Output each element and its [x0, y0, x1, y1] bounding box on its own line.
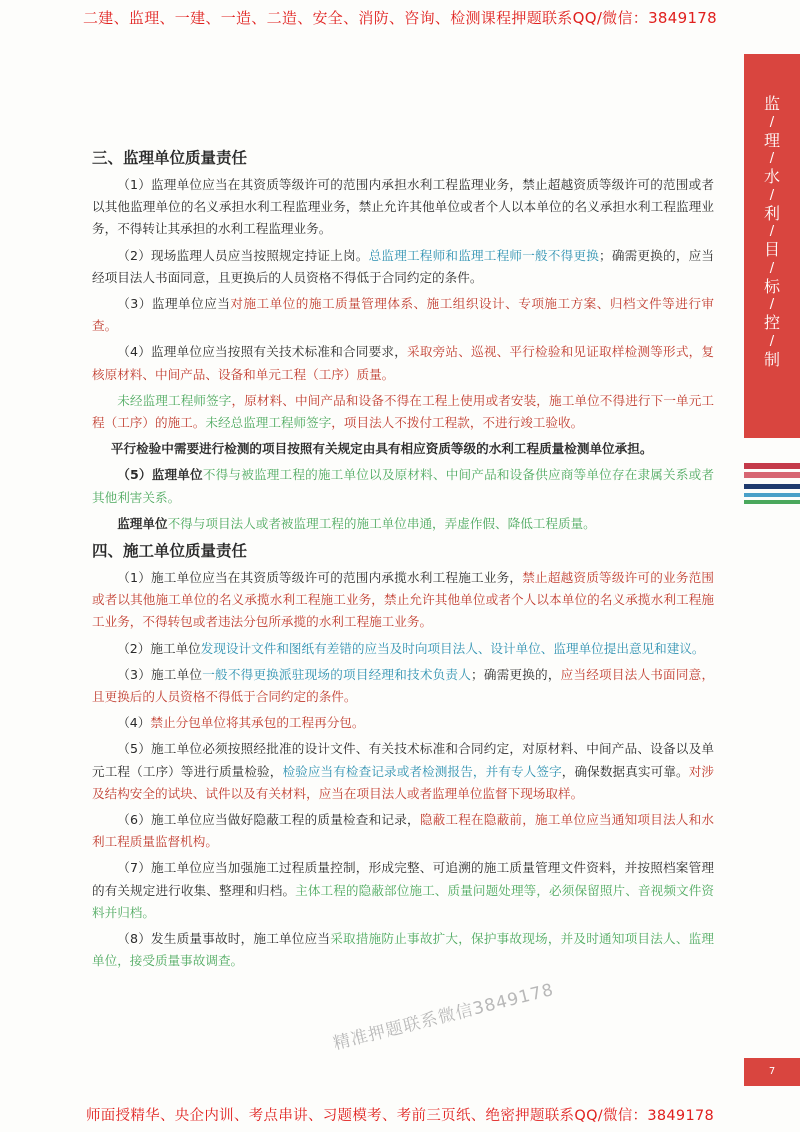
paragraph [92, 712, 714, 734]
paragraph [92, 245, 714, 289]
text-run: ；确需更换的， [471, 666, 561, 682]
text-run: （4） [117, 715, 151, 731]
side-tab-separator: / [769, 297, 775, 312]
side-tab-char: 控 [763, 313, 780, 332]
text-run: （1）监理单位应当在其资质等级许可的范围内承担水利工程监理业务，禁止超越资质等级许可的范围或者以其他监理单位的名义承担水利工程监理业务，禁止允许其他单位或者个人以本单位的名义承担水利工程监理业务，不得转让其承担的水利工程监理业务。 [92, 177, 714, 237]
text-run: （2）现场监理人员应当按照规定持证上岗。 [117, 247, 369, 263]
paragraph [92, 664, 714, 708]
paragraph [92, 567, 714, 634]
highlight-text: 未经总监理工程师签字 [205, 415, 332, 431]
highlight-text: 总监理工程师和监理工程师一般不得更换 [368, 247, 600, 263]
highlight-text: 对涉及结构安全的试块、试件以及有关材料，应当在项目法人或者监理单位监督下现场取样。 [92, 763, 715, 801]
side-tab-separator: / [769, 114, 775, 130]
highlight-text: 采取措施防止事故扩大，保护事故现场，并及时通知项目法人、监理单位，接受质量事故调查。 [92, 931, 715, 969]
text-run: （2）施工单位 [117, 640, 201, 656]
highlight-text: 采取旁站、巡视、平行检验和见证取样检测等形式，复核原材料、中间产品、设备和单元工程（工序）质量。 [92, 344, 715, 382]
paragraph [92, 341, 714, 385]
text-run: ，确保数据真实可靠。 [561, 763, 689, 779]
side-tab-separator: / [769, 151, 775, 166]
watermark: 精准押题联系微信3849178 [331, 980, 557, 1055]
text-run: （6）施工单位应当做好隐蔽工程的质量检查和记录， [117, 812, 420, 828]
text-run: 监理单位 [117, 515, 168, 531]
highlight-text: 禁止分包单位将其承包的工程再分包。 [150, 715, 365, 731]
highlight-text: 隐蔽工程在隐蔽前，施工单位应当通知项目法人和水利工程质量监督机构。 [92, 812, 715, 850]
paragraph [92, 809, 714, 853]
side-tab-char: 监 [763, 94, 780, 113]
bottom-banner: 师面授精华、央企内训、考点串讲、习题模考、考前三页纸、绝密押题联系QQ/微信：3849178 [85, 1108, 715, 1124]
side-tab-char: 水 [763, 167, 780, 186]
paragraph [92, 857, 714, 924]
paragraph [92, 738, 714, 805]
decor-stripe [744, 463, 800, 469]
page-number: 7 [744, 1058, 800, 1086]
side-tab-char: 理 [763, 130, 780, 150]
side-tab-separator: / [769, 224, 775, 239]
paragraph [92, 513, 714, 535]
section-title: 四、施工单位质量责任 [92, 542, 248, 561]
paragraph [92, 438, 714, 460]
highlight-text: 禁止超越资质等级许可的业务范围或者以其他施工单位的名义承揽水利工程施工业务，禁止允许其他单位或者个人以本单位的名义承揽水利工程施工业务，不得转包或者违法分包所承揽的水利工程施工业务。 [92, 570, 715, 630]
text-run: ；确需更换的，应当经项目法人书面同意，且更换后的人员资格不得低于合同约定的条件。 [92, 247, 715, 285]
section-title: 三、监理单位质量责任 [92, 149, 248, 167]
side-tab-separator: / [769, 187, 775, 203]
paragraph [92, 638, 714, 660]
highlight-text: 不得与项目法人或者被监理工程的施工单位串通，弄虚作假、降低工程质量。 [167, 515, 596, 531]
highlight-text: 未经监理工程师签字 [117, 392, 232, 408]
text-run: （5）监理单位 [117, 467, 203, 483]
highlight-text: 一般不得更换派驻现场的项目经理和技术负责人 [202, 666, 472, 682]
decor-stripe [744, 472, 800, 478]
highlight-text: 不得与被监理工程的施工单位以及原材料、中间产品和设备供应商等单位存在隶属关系或者其他利害关系。 [92, 467, 714, 505]
page-content [92, 146, 714, 977]
text-run: （7）施工单位应当加强施工过程质量控制，形成完整、可追溯的施工质量管理文件资料，并按照档案管理的有关规定进行收集、整理和归档。 [92, 860, 714, 898]
decor-stripe [744, 493, 800, 497]
text-run: （3）施工单位 [117, 666, 203, 682]
text-run: （5）施工单位必须按照经批准的设计文件、有关技术标准和合同约定，对原材料、中间产品、设备以及单元工程（工序）等进行质量检验， [92, 741, 714, 779]
text-run: ，项目法人不拨付工程款，不进行竣工验收。 [331, 415, 584, 431]
decor-stripe [744, 484, 800, 489]
text-run: ，原材料、中间产品和设备不得在工程上使用或者安装，施工单位不得进行下一单元工程（工序）的施工。 [92, 392, 715, 431]
side-tab-char: 制 [763, 349, 780, 369]
text-run: （3）监理单位应当 [117, 296, 231, 312]
text-run: （4）监理单位应当按照有关技术标准和合同要求， [117, 344, 408, 360]
side-tab-char: 目 [763, 240, 780, 259]
text-run: （1）施工单位应当在其资质等级许可的范围内承揽水利工程施工业务， [117, 570, 523, 586]
paragraph [92, 390, 714, 434]
highlight-text: 检验应当有检查记录或者检测报告，并有专人签字 [282, 763, 562, 779]
highlight-text: 发现设计文件和图纸有差错的应当及时向项目法人、设计单位、监理单位提出意见和建议。 [200, 640, 705, 656]
side-tab-separator: / [769, 260, 775, 276]
paragraph [92, 928, 714, 972]
side-tab-char: 利 [763, 203, 780, 223]
top-banner: 二建、监理、一建、一造、二造、安全、消防、咨询、检测课程押题联系QQ/微信：3849178 [83, 9, 717, 27]
side-tab [744, 54, 800, 438]
text-run: 应当经项目法人书面同意，且更换后的人员资格不得低于合同约定的条件。 [92, 666, 715, 705]
text-run: （8）发生质量事故时，施工单位应当 [117, 931, 331, 947]
decor-stripe [744, 500, 800, 504]
highlight-text: 主体工程的隐蔽部位施工、质量问题处理等，必须保留照片、音视频文件资料并归档。 [92, 882, 715, 920]
side-tab-char: 标 [763, 276, 780, 296]
highlight-text: 对施工单位的施工质量管理体系、施工组织设计、专项施工方案、归档文件等进行审查。 [92, 296, 715, 334]
paragraph [92, 464, 714, 508]
side-tab-separator: / [769, 333, 775, 349]
side-tab-text [744, 94, 800, 370]
paragraph [92, 293, 714, 337]
paragraph [92, 174, 714, 241]
text-run: 平行检验中需要进行检测的项目按照有关规定由具有相应资质等级的水利工程质量检测单位承担。 [110, 441, 653, 457]
